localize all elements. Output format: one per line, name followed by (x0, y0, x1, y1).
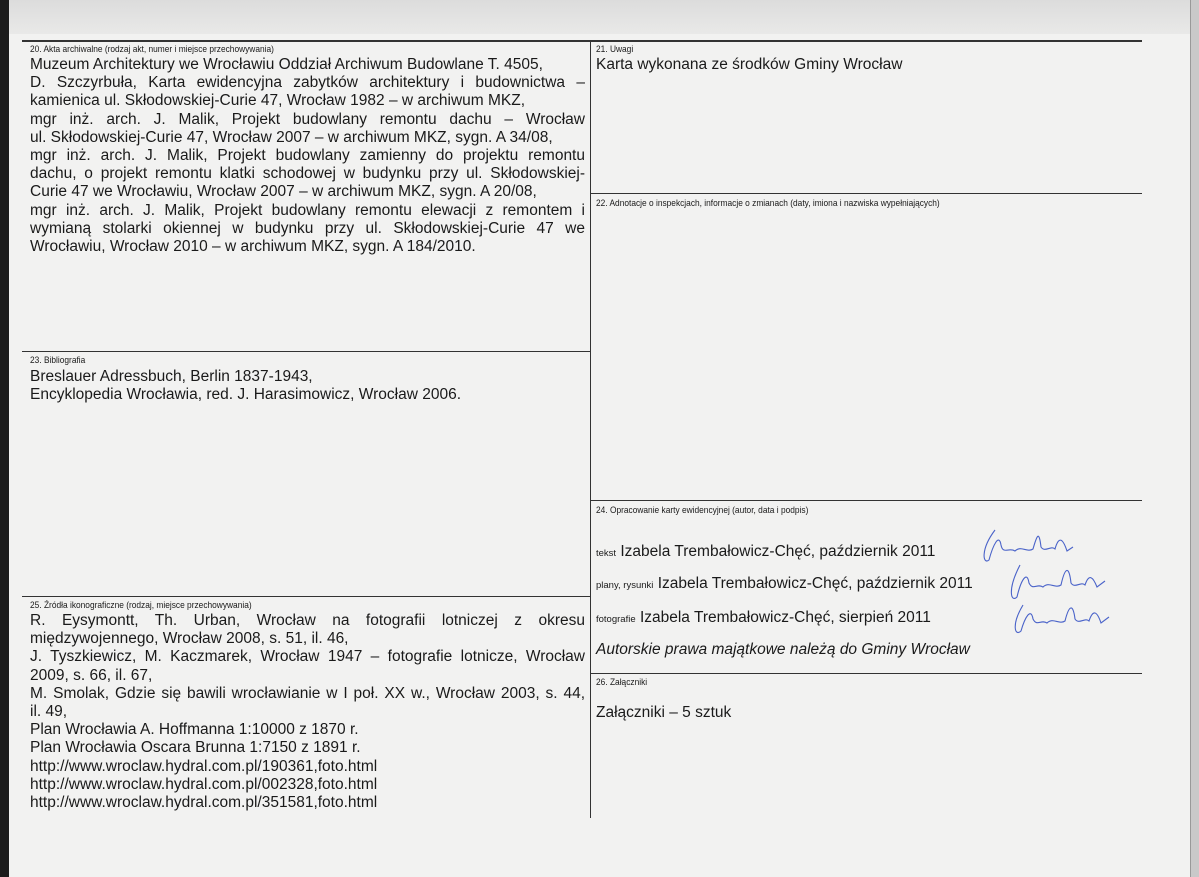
column-divider (590, 40, 591, 818)
section-25-text (30, 612, 585, 812)
section-23-label: 23. Bibliografia (30, 355, 86, 366)
text-line: mgr inż. arch. J. Malik, Projekt budowlany remontu elewacji z remontem i (30, 201, 585, 219)
row-value: Izabela Trembałowicz-Chęć, październik 2011 (657, 575, 973, 592)
section-21-label: 21. Uwagi (596, 44, 634, 55)
section-22-label: 22. Adnotacje o inspekcjach, informacje o zmianach (daty, imiona i nazwiska wypełniających) (596, 198, 940, 209)
scan-left-edge (0, 0, 9, 877)
text-line: Encyklopedia Wrocławia, red. J. Harasimowicz, Wrocław 2006. (30, 386, 462, 404)
author-row-text (596, 543, 935, 563)
divider-22-24 (590, 500, 1142, 501)
section-26-text: Załączniki – 5 sztuk (596, 704, 732, 721)
text-line: J. Tyszkiewicz, M. Kaczmarek, Wrocław 1947 – fotografie lotnicze, Wrocław (30, 648, 585, 666)
text-line: Muzeum Architektury we Wrocławiu Oddział Archiwum Budowlane T. 4505, (30, 56, 543, 73)
text-line: Wrocławiu, Wrocław 2010 – w archiwum MKZ, sygn. A 184/2010. (30, 238, 476, 256)
text-line: mgr inż. arch. J. Malik, Projekt budowlany zamienny do projektu remontu (30, 147, 585, 165)
scan-right-edge (1190, 0, 1199, 877)
row-prefix: plany, rysunki (596, 580, 654, 591)
text-line: M. Smolak, Gdzie się bawili wrocławianie w I poł. XX w., Wrocław 2003, s. 44, (30, 684, 585, 702)
divider-21-22 (590, 193, 1142, 194)
text-line: międzywojennego, Wrocław 2008, s. 51, il. 46, (30, 630, 349, 648)
handwritten-signatures (975, 525, 1135, 645)
top-border (22, 40, 1142, 42)
section-26-label: 26. Załączniki (596, 677, 648, 688)
row-value: Izabela Trembałowicz-Chęć, październik 2011 (620, 543, 936, 560)
row-prefix: fotografie (596, 614, 636, 625)
url-line: http://www.wroclaw.hydral.com.pl/351581,foto.html (30, 794, 378, 812)
copyright-note: Autorskie prawa majątkowe należą do Gminy Wrocław (596, 641, 970, 658)
text-line: Plan Wrocławia Oscara Brunna 1:7150 z 1891 r. (30, 739, 361, 757)
text-line: 2009, s. 66, il. 67, (30, 666, 153, 684)
section-24-label: 24. Opracowanie karty ewidencyjnej (autor, data i podpis) (596, 505, 809, 516)
text-line: mgr inż. arch. J. Malik, Projekt budowlany remontu dachu – Wrocław (30, 110, 585, 128)
text-line: il. 49, (30, 703, 68, 721)
row-value: Izabela Trembałowicz-Chęć, sierpień 2011 (639, 609, 931, 626)
text-line: R. Eysymontt, Th. Urban, Wrocław na fotografii lotniczej z okresu (30, 612, 585, 629)
text-line: ul. Skłodowskiej-Curie 47, Wrocław 2007 – w archiwum MKZ, sygn. A 34/08, (30, 128, 553, 146)
row-prefix: tekst (596, 548, 617, 559)
author-row-plans (596, 575, 973, 595)
divider-24-26 (590, 673, 1142, 674)
scan-top-edge (0, 0, 1199, 34)
section-20-text (30, 56, 585, 256)
text-line: Breslauer Adressbuch, Berlin 1837-1943, (30, 368, 313, 385)
url-line: http://www.wroclaw.hydral.com.pl/002328,foto.html (30, 775, 378, 793)
text-line: dachu, o projekt remontu klatki schodowej w budynku przy ul. Skłodowskiej- (30, 165, 585, 183)
section-23-text (30, 368, 461, 404)
divider-20-23 (22, 351, 590, 352)
text-line: wymianą stolarki okiennej w budynku przy ul. Skłodowskiej-Curie 47 we (30, 219, 585, 237)
section-21-text: Karta wykonana ze środków Gminy Wrocław (596, 56, 903, 73)
section-20-label: 20. Akta archiwalne (rodzaj akt, numer i miejsce przechowywania) (30, 44, 274, 55)
url-line: http://www.wroclaw.hydral.com.pl/190361,foto.html (30, 757, 378, 775)
text-line: Plan Wrocławia A. Hoffmanna 1:10000 z 1870 r. (30, 721, 359, 739)
text-line: Curie 47 we Wrocławiu, Wrocław 2007 – w archiwum MKZ, sygn. A 20/08, (30, 183, 537, 201)
author-row-photos (596, 609, 931, 629)
text-line: D. Szczyrbuła, Karta ewidencyjna zabytków architektury i budownictwa – (30, 74, 585, 92)
text-line: kamienica ul. Skłodowskiej-Curie 47, Wrocław 1982 – w archiwum MKZ, (30, 92, 526, 110)
section-25-label: 25. Źródła ikonograficzne (rodzaj, miejsce przechowywania) (30, 600, 252, 611)
divider-23-25 (22, 596, 590, 597)
